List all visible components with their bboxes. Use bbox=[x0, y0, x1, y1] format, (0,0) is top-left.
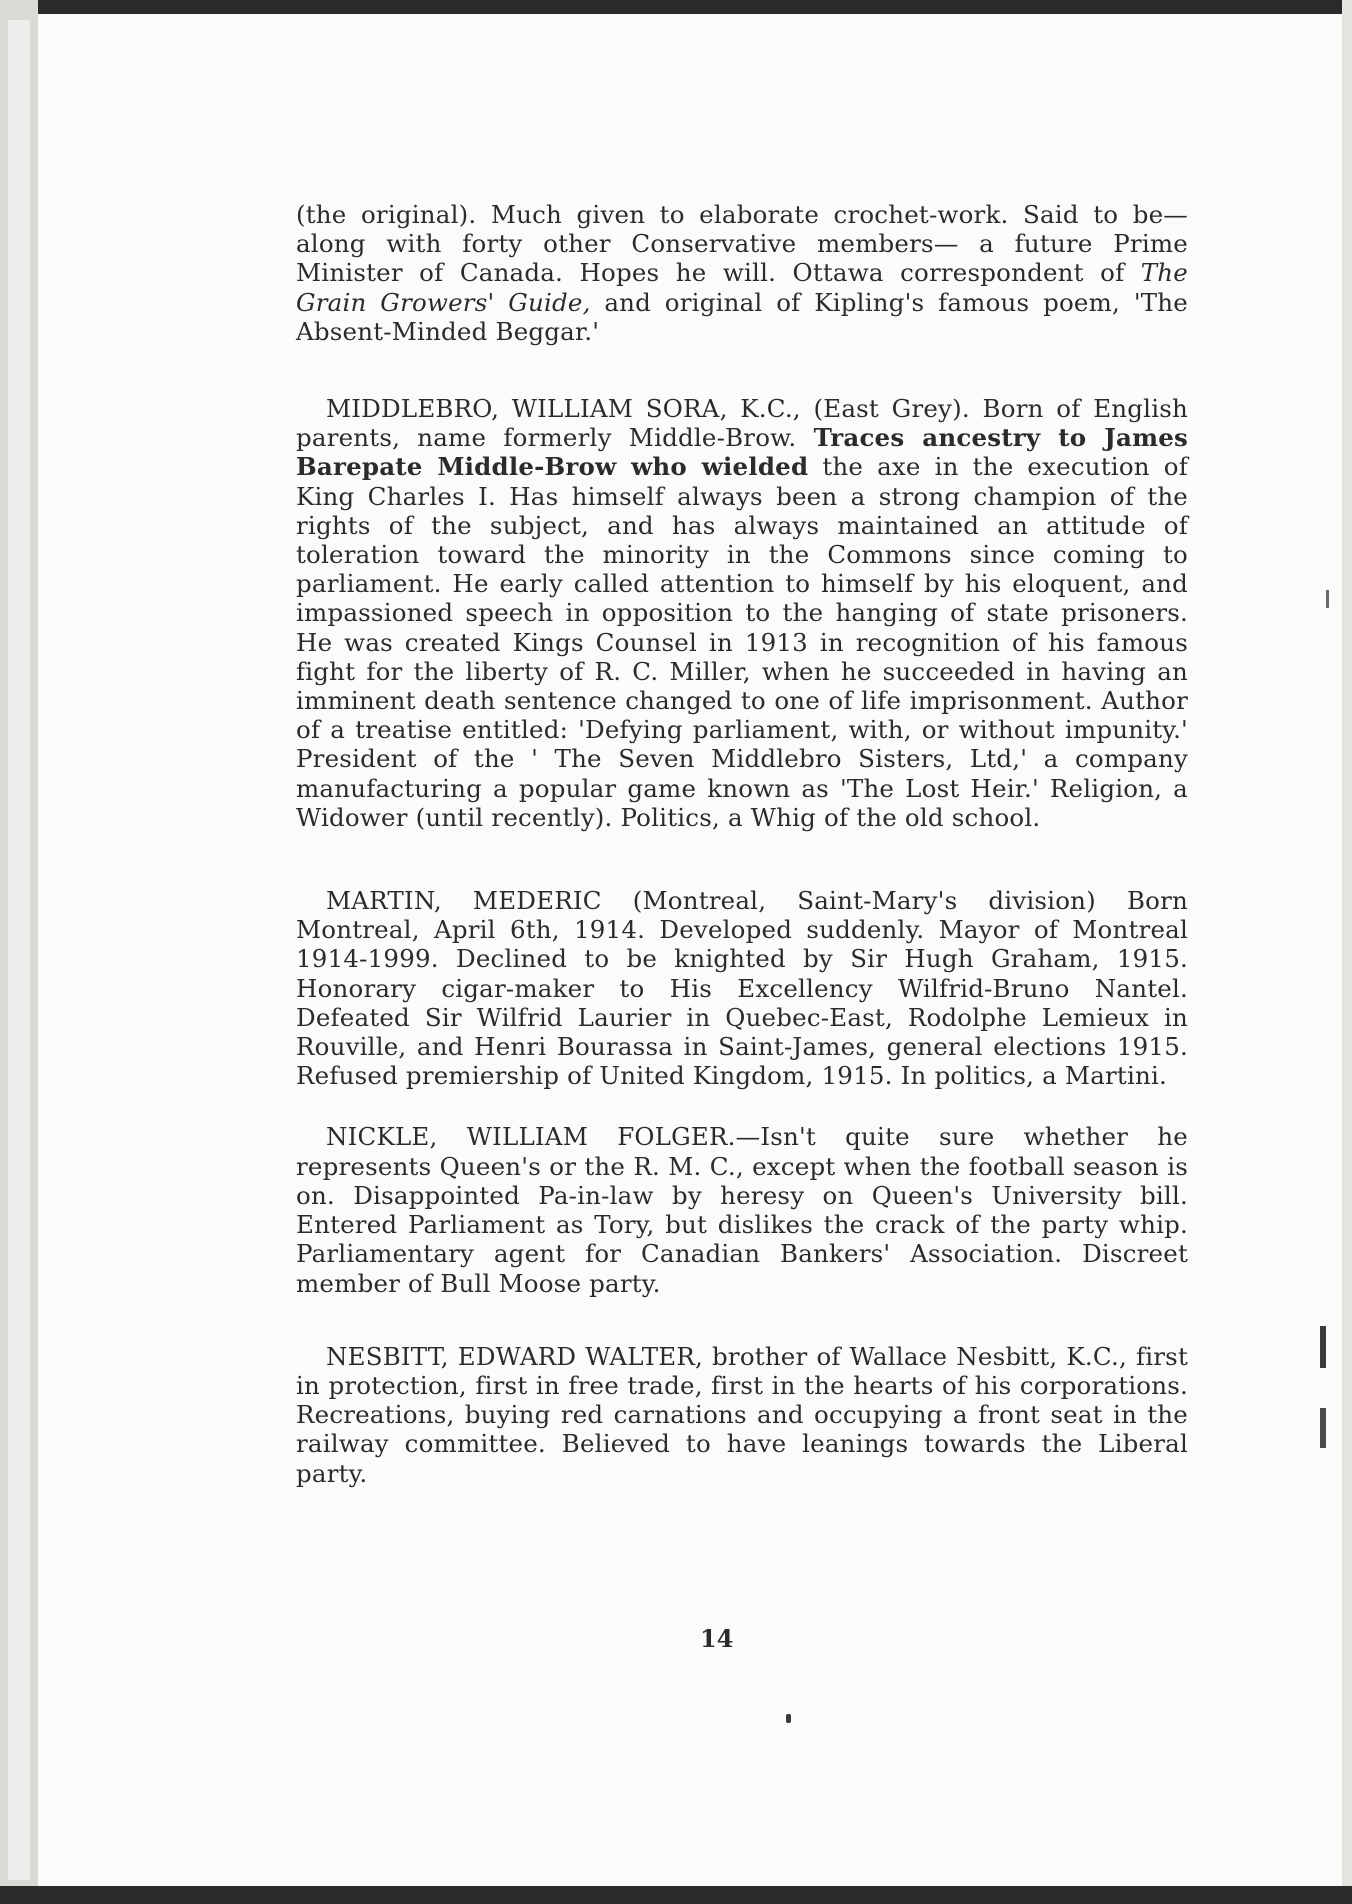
page-right-edge bbox=[1342, 0, 1352, 1886]
page-left-edge bbox=[0, 0, 38, 1904]
middlebro-text-2: the axe in the execution of King Charles I. Has himself always been a strong champion of the rights of the subject, and has always maintained an attitude of toleration toward the minority in the Commons since coming to parliament. He early called attention to himself by his eloquent, and impassioned speech in opposition to the hanging of state prisoners. He was created Kings Counsel in 1913 in recognition of his famous fight for the liberty of R. C. Miller, when he succeeded in having an imminent death sentence changed to one of life imprisonment. Author of a treatise entitled: 'Defying parliament, with, or without impunity.' President of the ' The Seven Middlebro Sisters, Ltd,' a company manufacturing a popular game known as 'The Lost Heir.' Religion, a Widower (until recently). Politics, a Whig of the old school. bbox=[296, 452, 1188, 832]
page-number: 14 bbox=[700, 1624, 734, 1653]
margin-mark bbox=[1320, 1408, 1326, 1448]
intro-text-1: (the original). Much given to elaborate crochet-work. Said to be—along with forty other Conservative members— a future Prime Minister of Canada. Hopes he will. Ottawa correspondent of bbox=[296, 200, 1188, 288]
text-column bbox=[296, 200, 1188, 1488]
paragraph-gap bbox=[296, 346, 1188, 394]
intro-text-2: and original of Kipling's famous poem, 'The Absent-Minded Beggar.' bbox=[296, 287, 1188, 346]
entry-nesbitt: NESBITT, EDWARD WALTER, brother of Wallace Nesbitt, K.C., first in protection, first in free trade, first in the hearts of his corporations. Recreations, buying red carnations and occupying a front seat in the railway committee. Believed to have leanings towards the Liberal party. bbox=[296, 1341, 1188, 1488]
paragraph-gap bbox=[296, 832, 1188, 886]
margin-mark bbox=[1326, 590, 1329, 608]
middlebro-text-1: MIDDLEBRO, WILLIAM SORA, K.C., (East Grey). Born of English parents, name formerly Middle-Brow. bbox=[296, 394, 1188, 453]
margin-mark bbox=[1320, 1326, 1326, 1368]
entry-middlebro bbox=[296, 394, 1188, 832]
paragraph-intro bbox=[296, 200, 1188, 346]
middlebro-bold-text: Traces ancestry to James Barepate Middle-Brow who wielded bbox=[296, 423, 1188, 482]
entry-nickle: NICKLE, WILLIAM FOLGER.—Isn't quite sure whether he represents Queen's or the R. M. C., except when the football season is on. Disappointed Pa-in-law by heresy on Queen's University bill. Entered Parliament as Tory, but dislikes the crack of the party whip. Parliamentary agent for Canadian Bankers' Association. Discreet member of Bull Moose party. bbox=[296, 1122, 1188, 1298]
entry-martin: MARTIN, MEDERIC (Montreal, Saint-Mary's division) Born Montreal, April 6th, 1914. Developed suddenly. Mayor of Montreal 1914-1999. Declined to be knighted by Sir Hugh Graham, 1915. Honorary cigar-maker to His Excellency Wilfrid-Bruno Nantel. Defeated Sir Wilfrid Laurier in Quebec-East, Rodolphe Lemieux in Rouville, and Henri Bourassa in Saint-James, general elections 1915. Refused premiership of United Kingdom, 1915. In politics, a Martini. bbox=[296, 886, 1188, 1091]
paragraph-gap bbox=[296, 1298, 1188, 1342]
page-bottom-edge bbox=[0, 1886, 1352, 1904]
ink-smudge bbox=[786, 1714, 791, 1723]
intro-italic-title: The Grain Growers' Guide, bbox=[296, 258, 1188, 317]
paragraph-gap bbox=[296, 1090, 1188, 1122]
